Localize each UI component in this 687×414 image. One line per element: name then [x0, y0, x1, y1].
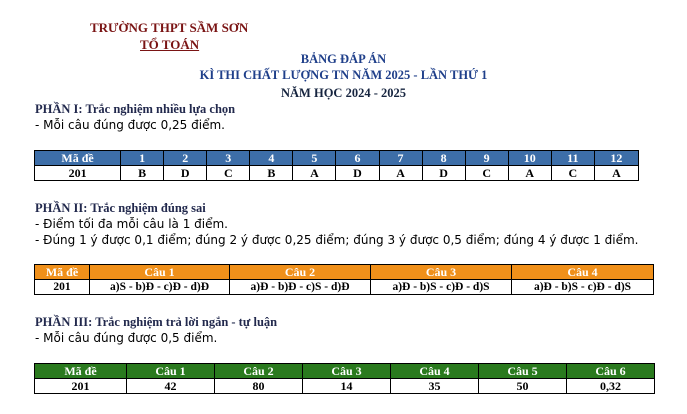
- table-header-cell: Câu 6: [567, 364, 655, 379]
- part3-heading: PHẦN III: Trắc nghiệm trả lời ngắn - tự luận: [35, 315, 278, 329]
- table-cell: D: [336, 166, 379, 181]
- table-header-cell: 3: [207, 151, 250, 166]
- table-cell: 201: [35, 379, 127, 394]
- school-year: NĂM HỌC 2024 - 2025: [281, 86, 406, 100]
- part2-note-2: - Đúng 1 ý được 0,1 điểm; đúng 2 ý được 0,25 điểm; đúng 3 ý được 0,5 điểm; đúng 4 ý được 1 điểm.: [35, 233, 639, 247]
- table-cell: A: [508, 166, 551, 181]
- part2-answer-table: [34, 264, 654, 295]
- table-header-cell: Mã đề: [35, 265, 90, 280]
- part3-note: - Mỗi câu đúng được 0,5 điểm.: [35, 331, 218, 345]
- table-header-cell: Mã đề: [35, 364, 127, 379]
- table-cell: 0,32: [567, 379, 655, 394]
- table-header-cell: 11: [551, 151, 594, 166]
- table-cell: a)Đ - b)Đ - c)S - d)Đ: [230, 280, 371, 295]
- department-name: TỔ TOÁN: [140, 37, 200, 52]
- table-header-cell: Câu 2: [215, 364, 303, 379]
- table-header-cell: 2: [164, 151, 207, 166]
- table-row: [35, 379, 655, 394]
- table-header-cell: 1: [121, 151, 164, 166]
- table-header-cell: Mã đề: [35, 151, 121, 166]
- part3-answer-table: [34, 363, 655, 394]
- table-cell: A: [293, 166, 336, 181]
- table-header-cell: 4: [250, 151, 293, 166]
- part1-answer-table: [34, 150, 639, 181]
- table-header-cell: Câu 3: [371, 265, 512, 280]
- table-header-cell: 8: [422, 151, 465, 166]
- table-cell: a)Đ - b)S - c)Đ - d)S: [512, 280, 654, 295]
- part1-note: - Mỗi câu đúng được 0,25 điểm.: [35, 118, 225, 132]
- table-cell: 201: [35, 280, 90, 295]
- part2-heading: PHẦN II: Trắc nghiệm đúng sai: [35, 201, 206, 215]
- document-title: BẢNG ĐÁP ÁN: [300, 52, 387, 66]
- table-header-cell: Câu 1: [90, 265, 230, 280]
- table-cell: 42: [127, 379, 215, 394]
- table-cell: B: [121, 166, 164, 181]
- table-cell: 35: [391, 379, 479, 394]
- table-row: [35, 166, 639, 181]
- part1-heading: PHẦN I: Trắc nghiệm nhiều lựa chọn: [35, 102, 236, 116]
- table-cell: C: [465, 166, 508, 181]
- table-header-cell: 7: [379, 151, 422, 166]
- exam-title: KÌ THI CHẤT LƯỢNG TN NĂM 2025 - LẦN THỨ 1: [199, 68, 488, 82]
- table-header-cell: Câu 3: [303, 364, 391, 379]
- part2-header-row: [35, 265, 654, 280]
- table-cell: 80: [215, 379, 303, 394]
- table-cell: D: [422, 166, 465, 181]
- table-cell: C: [551, 166, 594, 181]
- part1-header-row: [35, 151, 639, 166]
- table-cell: A: [594, 166, 638, 181]
- school-name: TRƯỜNG THPT SẦM SƠN: [90, 20, 249, 35]
- table-cell: B: [250, 166, 293, 181]
- table-header-cell: 9: [465, 151, 508, 166]
- table-header-cell: Câu 4: [391, 364, 479, 379]
- table-cell: A: [379, 166, 422, 181]
- table-cell: a)S - b)Đ - c)Đ - d)Đ: [90, 280, 230, 295]
- table-header-cell: Câu 2: [230, 265, 371, 280]
- table-header-cell: Câu 1: [127, 364, 215, 379]
- table-cell: 50: [479, 379, 567, 394]
- table-cell: D: [164, 166, 207, 181]
- table-header-cell: Câu 4: [512, 265, 654, 280]
- table-header-cell: 6: [336, 151, 379, 166]
- part2-note-1: - Điểm tối đa mỗi câu là 1 điểm.: [35, 217, 228, 231]
- part3-header-row: [35, 364, 655, 379]
- table-cell: a)Đ - b)S - c)Đ - d)S: [371, 280, 512, 295]
- table-cell: 201: [35, 166, 121, 181]
- table-header-cell: 12: [594, 151, 638, 166]
- table-cell: C: [207, 166, 250, 181]
- table-row: [35, 280, 654, 295]
- table-header-cell: 5: [293, 151, 336, 166]
- table-header-cell: Câu 5: [479, 364, 567, 379]
- table-cell: 14: [303, 379, 391, 394]
- table-header-cell: 10: [508, 151, 551, 166]
